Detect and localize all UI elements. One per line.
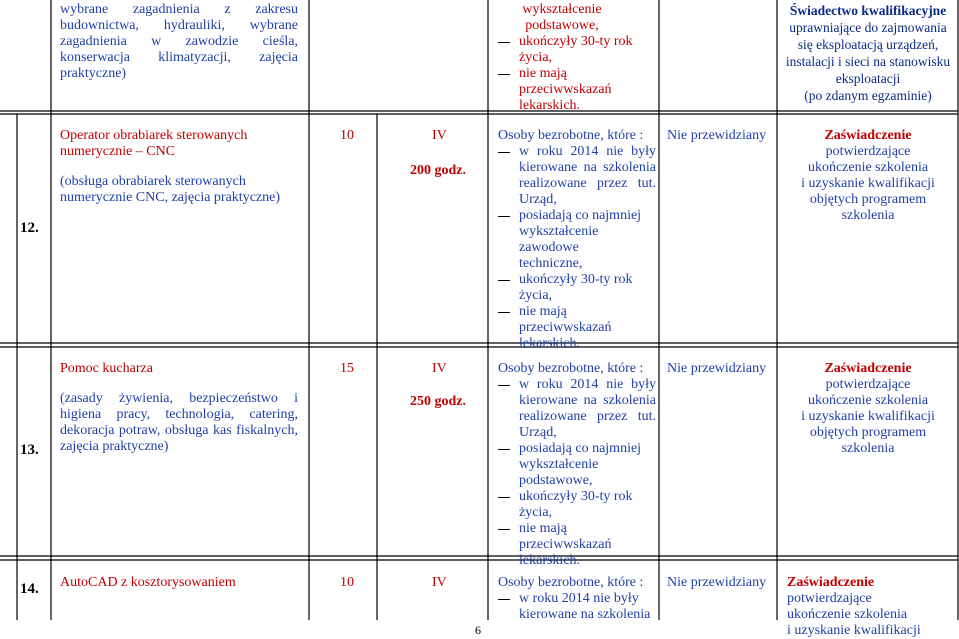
row-14-req-bullet-previous: w roku 2014 nie były kierowane na szkolenia	[498, 591, 656, 623]
row-14-level: IV	[432, 575, 447, 590]
row-14-cert-bold: Zaświadczenie	[787, 575, 875, 590]
top-cert-title: Świadectwo kwalifikacyjne	[789, 3, 947, 18]
row-12-participants: 10	[340, 128, 354, 143]
row-12-req-bullet-age: ukończyły 30-ty rok życia,	[498, 272, 656, 304]
row-13-requirements	[498, 361, 656, 569]
row-12-foreseen: Nie przewidziany	[667, 128, 767, 143]
row-13-req-bullet-age: ukończyły 30-ty rok życia,	[498, 489, 656, 521]
row-12-req-bullet-health: nie mają przeciwwskazań lekarskich.	[498, 304, 656, 352]
row-13-participants: 15	[340, 361, 354, 376]
row-13-hours: 250 godz.	[410, 394, 466, 409]
row-12-req-bullet-previous: w roku 2014 nie były kierowane na szkolenia realizowane przez tut. Urząd,	[498, 144, 656, 208]
top-req-lead-2: podstawowe,	[525, 18, 599, 33]
top-course-description: wybrane zagadnienia z zakresu budownictwa, hydrauliki, wybrane zagadnienia w zawodzie cieśla, konserwacja klimatyzacji, zajęcia praktyczne)	[60, 2, 298, 81]
row-13-number: 13.	[20, 442, 39, 458]
row-13-req-intro: Osoby bezrobotne, które :	[498, 361, 644, 376]
row-12-level: IV	[432, 128, 447, 143]
row-12-req-bullet-education: posiadają co najmniej wykształcenie zawodowe techniczne,	[498, 208, 656, 272]
row-12-title: Operator obrabiarek sterowanych numerycznie – CNC	[60, 128, 248, 159]
top-certificate	[782, 2, 954, 104]
top-cert-text: uprawniające do zajmowania się eksploatacją urządzeń, instalacji i sieci na stanowisku eksploatacji	[785, 20, 951, 86]
row-14-requirements	[498, 575, 656, 623]
row-13-foreseen: Nie przewidziany	[667, 361, 767, 376]
row-12-number: 12.	[20, 220, 39, 236]
row-12-course	[60, 128, 300, 206]
row-14-participants: 10	[340, 575, 354, 590]
top-req-bullet-age: ukończyły 30-ty rok życia,	[498, 34, 654, 66]
row-13-course	[60, 361, 298, 455]
row-13-title: Pomoc kucharza	[60, 361, 153, 376]
page-number: 6	[475, 623, 481, 637]
row-13-req-bullet-previous: w roku 2014 nie były kierowane na szkolenia realizowane przez tut. Urząd,	[498, 377, 656, 441]
row-14-certificate: Zaświadczenie potwierdzające ukończenie szkolenia i uzyskanie kwalifikacji	[787, 575, 921, 638]
row-13-req-bullet-health: nie mają przeciwwskazań lekarskich.	[498, 521, 656, 569]
row-12-hours: 200 godz.	[410, 163, 466, 178]
row-13-details: (zasady żywienia, bezpieczeństwo i higiena pracy, technologia, catering, dekoracja potraw, obsługa kas fiskalnych, zajęcia praktyczne)	[60, 391, 298, 454]
row-12-requirements	[498, 128, 656, 352]
top-requirements	[498, 2, 654, 114]
row-12-req-intro: Osoby bezrobotne, które :	[498, 128, 644, 143]
row-13-level: IV	[432, 361, 447, 376]
row-14-foreseen: Nie przewidziany	[667, 575, 767, 590]
row-13-req-bullet-education: posiadają co najmniej wykształcenie podstawowe,	[498, 441, 656, 489]
row-12-details: (obsługa obrabiarek sterowanych numerycznie CNC, zajęcia praktyczne)	[60, 174, 281, 205]
top-req-bullet-health: nie mają przeciwwskazań lekarskich.	[498, 66, 654, 114]
top-req-lead-1: wykształcenie	[522, 2, 602, 17]
row-12-cert-bold: Zaświadczenie	[824, 128, 912, 143]
row-14-req-intro: Osoby bezrobotne, które :	[498, 575, 644, 590]
row-12-certificate: Zaświadczenie potwierdzające ukończenie szkolenia i uzyskanie kwalifikacji objętych programem szkolenia	[801, 128, 935, 223]
row-13-cert-bold: Zaświadczenie	[824, 361, 912, 376]
row-13-certificate: Zaświadczenie potwierdzające ukończenie szkolenia i uzyskanie kwalifikacji objętych programem szkolenia	[801, 361, 935, 456]
row-14-number: 14.	[20, 581, 39, 597]
row-14-title: AutoCAD z kosztorysowaniem	[60, 575, 236, 590]
top-cert-note: (po zdanym egzaminie)	[804, 88, 932, 103]
